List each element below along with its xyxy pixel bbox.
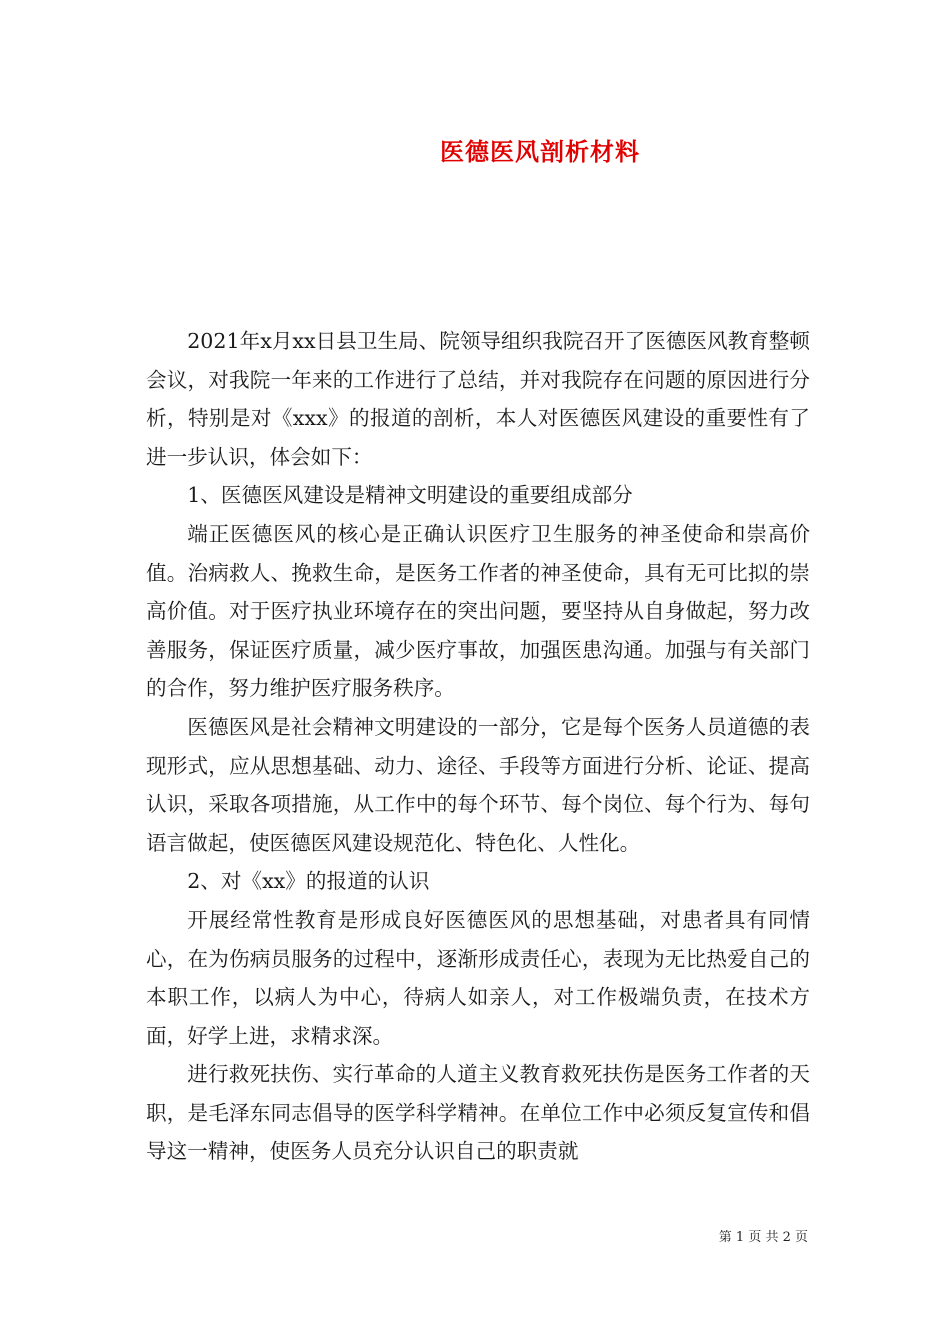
document-body (146, 322, 810, 1171)
paragraph-humanitarian: 进行救死扶伤、实行革命的人道主义教育救死扶伤是医务工作者的天职，是毛泽东同志倡导的医学科学精神。在单位工作中必须反复宣传和倡导这一精神，使医务人员充分认识自己的职责就 (146, 1062, 810, 1164)
paragraph-intro: 2021年x月xx日县卫生局、院领导组织我院召开了医德医风教育整顿会议，对我院一年来的工作进行了总结，并对我院存在问题的原因进行分析，特别是对《xxx》的报道的剖析，本人对医德医风建设的重要性有了进一步认识，体会如下： (146, 329, 810, 469)
section-heading-2: 2、对《xx》的报道的认识 (187, 869, 430, 894)
document-title: 医德医风剖析材料 (440, 137, 640, 166)
page-number-footer: 第 1 页 共 2 页 (718, 1230, 808, 1245)
paragraph-core: 端正医德医风的核心是正确认识医疗卫生服务的神圣使命和崇高价值。治病救人、挽救生命，是医务工作者的神圣使命，具有无可比拟的崇高价值。对于医疗执业环境存在的突出问题，要坚持从自身做起，努力改善服务，保证医疗质量，减少医疗事故，加强医患沟通。加强与有关部门的合作，努力维护医疗服务秩序。 (146, 521, 810, 701)
paragraph-civilization: 医德医风是社会精神文明建设的一部分，它是每个医务人员道德的表现形式，应从思想基础、动力、途径、手段等方面进行分析、论证、提高认识，采取各项措施，从工作中的每个环节、每个岗位、每个行为、每句语言做起，使医德医风建设规范化、特色化、人性化。 (146, 714, 810, 855)
paragraph-education: 开展经常性教育是形成良好医德医风的思想基础，对患者具有同情心，在为伤病员服务的过程中，逐渐形成责任心，表现为无比热爱自己的本职工作，以病人为中心，待病人如亲人，对工作极端负责，在技术方面，好学上进，求精求深。 (146, 907, 810, 1048)
section-heading-1: 1、医德医风建设是精神文明建设的重要组成部分 (187, 483, 633, 508)
